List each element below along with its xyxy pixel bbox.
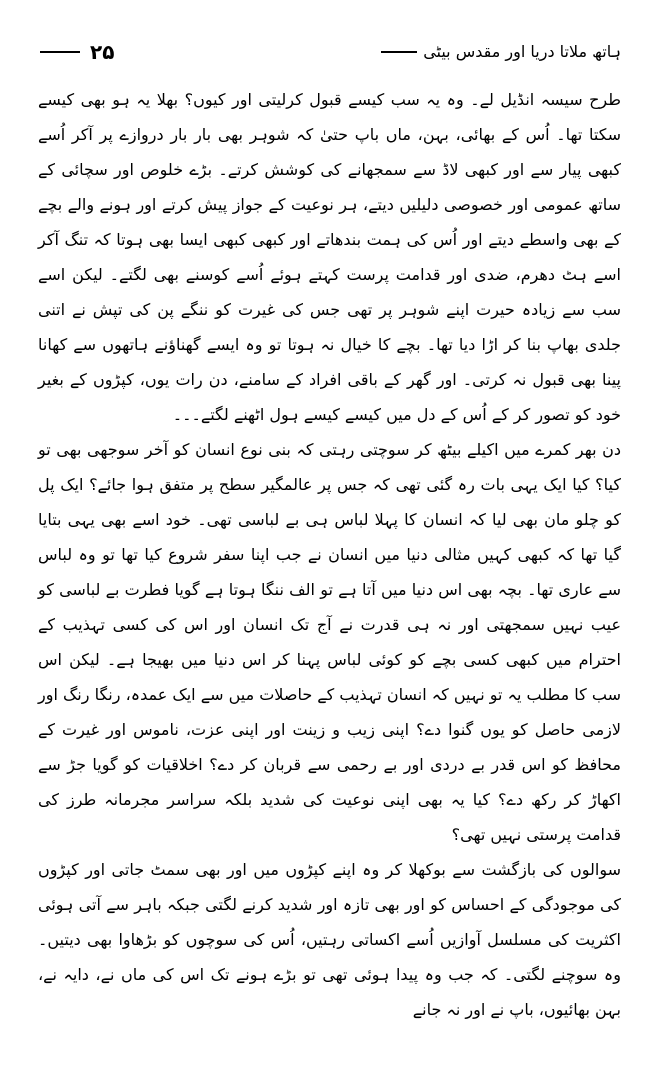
header-rule-right xyxy=(381,51,417,53)
paragraph-1: طرح سیسہ انڈیل لے۔ وہ یہ سب کیسے قبول کرلیتی اور کیوں؟ بھلا یہ ہو بھی کیسے سکتا تھا۔ اُس کے بھائی، بہن، ماں باپ حتیٰ کہ شوہر بھی بار بار دروازے پر آکر اُسے کبھی پیار سے اور کبھی لاڈ سے سمجھانے کی کوشش کرتے۔ بڑے خلوص اور سچائی کے ساتھ عمومی اور خصوصی دلیلیں دیتے، ہر نوعیت کے جواز پیش کرتے اور ہونے والے بچے کے بھی واسطے دیتے اور اُس کی ہمت بندھاتے اور کبھی کبھی ایسا بھی ہوتا کہ تنگ آکر اسے ہٹ دھرم، ضدی اور قدامت پرست کہتے ہوئے اُسے کوسنے بھی لگتے۔ لیکن اسے سب سے زیادہ حیرت اپنے شوہر پر تھی جس کی غیرت کو ننگے پن کی تپش نے اتنی جلدی بھاپ بنا کر اڑا دیا تھا۔ بچے کا خیال نہ ہوتا تو وہ ایسے گھناؤنے ہاتھوں سے کھانا پینا بھی قبول نہ کرتی۔ اور گھر کے باقی افراد کے سامنے، دن رات یوں، کپڑوں کے بغیر خود کو تصور کر کے اُس کے دل میں کیسے کیسے ہول اٹھنے لگتے۔۔۔ xyxy=(38,90,621,424)
running-title: ہاتھ ملاتا دریا اور مقدس بیٹی xyxy=(423,42,621,61)
paragraph-2: دن بھر کمرے میں اکیلے بیٹھ کر سوچتی رہتی کہ بنی نوع انسان کو آخر سوجھی بھی تو کیا؟ کیا ایک یہی بات رہ گئی تھی کہ جس پر عالمگیر سطح پر متفق ہوا جائے؟ ایک پل کو چلو مان بھی لیا کہ انسان کا پہلا لباس ہی بے لباسی تھی۔ خود اسے بھی یہی بتایا گیا تھا کہ کبھی کہیں مثالی دنیا میں انسان نے جب اپنا سفر شروع کیا تھا تو وہ لباس سے عاری تھا۔ بچہ بھی اس دنیا میں آتا ہے تو الف ننگا ہوتا ہے گویا فطرت بے لباسی کو عیب نہیں سمجھتی اور نہ ہی قدرت نے آج تک انسان اور اس کی کسی تہذیب کے احترام میں کبھی کسی بچے کو کوئی لباس پہنا کر اس دنیا میں بھیجا ہے۔ لیکن اس سب کا مطلب یہ تو نہیں کہ انسان تہذیب کے حاصلات میں سے ایک عمدہ، رنگا رنگ اور لازمی حاصل کو یوں گنوا دے؟ اپنی زیب و زینت اور اپنی عزت، ناموس اور غیرت کے محافظ کو اس قدر بے دردی اور بے رحمی سے قربان کر دے؟ اخلاقیات کو گویا جڑ سے اکھاڑ کر رکھ دے؟ کیا یہ بھی اپنی نوعیت کی شدید بلکہ سراسر مجرمانہ طرز کی قدامت پرستی نہیں تھی؟ xyxy=(38,440,621,844)
header-rule-left xyxy=(40,51,80,53)
page-body xyxy=(38,82,621,1027)
running-title-group xyxy=(381,38,621,66)
page-number-group xyxy=(40,38,114,66)
page-number: ۲۵ xyxy=(90,40,115,64)
paragraph-3: سوالوں کی بازگشت سے بوکھلا کر وہ اپنے کپڑوں میں اور بھی سمٹ جاتی اور کپڑوں کی موجودگی کے احساس کو اور بھی تازہ اور شدید کرنے لگتی جبکہ باہر سے آتی ہوئی اکثریت کی مسلسل آوازیں اُسے اکساتی رہتیں، اُس کی سوچوں کو بڑھاوا بھی دیتیں۔ وہ سوچنے لگتی۔ کہ جب وہ پیدا ہوئی تھی تو بڑے ہونے تک اس کی ماں نے، دایہ نے، بہن بھائیوں، باپ نے اور نہ جانے xyxy=(38,860,621,1019)
page-header xyxy=(40,38,621,70)
